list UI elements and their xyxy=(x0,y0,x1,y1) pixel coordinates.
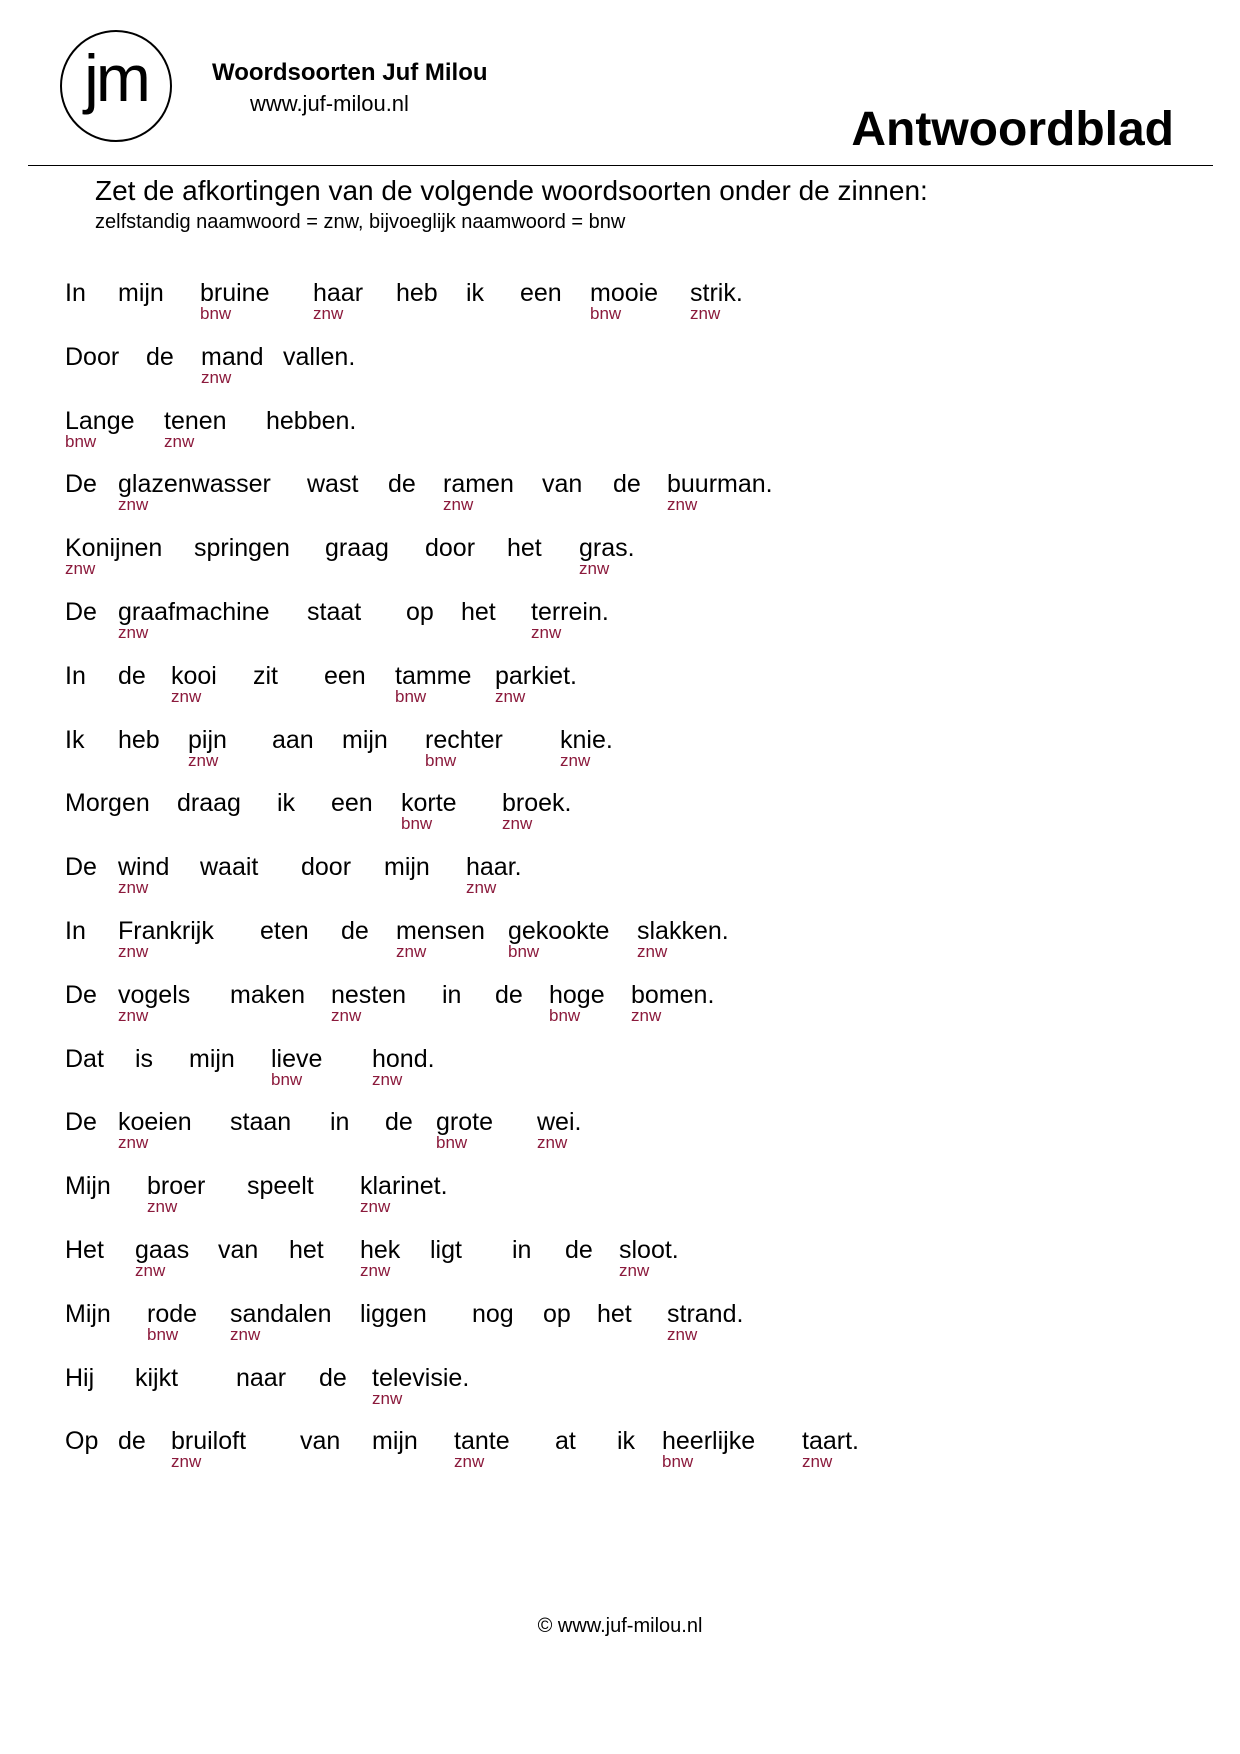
sentence-word: de xyxy=(118,1427,146,1456)
sentence-word: Ik xyxy=(65,725,85,754)
site-title: Woordsoorten Juf Milou xyxy=(212,59,488,86)
word-class-tag: znw xyxy=(171,1452,202,1472)
sentence-word: heb xyxy=(118,725,160,754)
sentence-word: Door xyxy=(65,342,120,371)
word-class-tag: znw xyxy=(118,942,149,961)
word-class-tag: znw xyxy=(667,1324,698,1344)
site-url: www.juf-milou.nl xyxy=(250,91,409,116)
sentence-word: televisie. xyxy=(372,1363,470,1392)
sentence-word: de xyxy=(118,661,146,690)
sentence-word: speelt xyxy=(247,1172,314,1201)
sentence-word: draag xyxy=(177,789,241,818)
sentence-word: een xyxy=(520,279,562,307)
sentence-word: nesten xyxy=(331,980,407,1009)
sentence-word: de xyxy=(388,470,416,499)
sentence-word: hoge xyxy=(549,980,605,1009)
word-class-tag: bnw xyxy=(65,431,97,451)
sentence-word: haar. xyxy=(466,853,522,882)
sentence-word: parkiet. xyxy=(495,661,577,690)
word-class-tag: znw xyxy=(631,1005,662,1025)
sentence-word: de xyxy=(319,1363,347,1392)
sentence-word: sloot. xyxy=(619,1236,679,1264)
word-class-tag: znw xyxy=(560,750,591,770)
sentence-word: ligt xyxy=(430,1236,462,1264)
sentence-word: bruine xyxy=(200,279,270,307)
word-class-tag: znw xyxy=(118,623,149,642)
sentence-word: In xyxy=(65,917,86,945)
word-class-tag: znw xyxy=(667,495,698,515)
sentence-word: broer xyxy=(147,1172,206,1201)
word-class-tag: znw xyxy=(495,686,526,706)
sentence-word: mijn xyxy=(342,725,388,754)
sentence-word: mand xyxy=(201,342,264,371)
sentence-word: Frankrijk xyxy=(118,917,214,945)
sentence-word: Lange xyxy=(65,406,135,435)
sentence-word: het xyxy=(461,598,496,626)
word-class-tag: bnw xyxy=(147,1324,179,1344)
sentence-word: de xyxy=(495,980,523,1009)
sentence-word: De xyxy=(65,470,97,499)
sentence-word: heerlijke xyxy=(662,1427,756,1456)
sentence-word: haar xyxy=(313,279,364,307)
word-class-tag: znw xyxy=(118,878,149,898)
word-class-tag: znw xyxy=(466,878,497,898)
word-class-tag: znw xyxy=(802,1452,833,1472)
sentence-word: Mijn xyxy=(65,1299,111,1328)
word-class-tag: znw xyxy=(360,1261,391,1280)
word-class-tag: znw xyxy=(637,942,668,961)
sentence-word: aan xyxy=(272,725,314,754)
sentence-word: gekookte xyxy=(508,917,610,945)
sentence-word: Op xyxy=(65,1427,99,1456)
sentence-word: vogels xyxy=(118,980,191,1009)
word-class-tag: znw xyxy=(118,495,149,515)
word-class-tag: znw xyxy=(396,942,427,961)
sentence-word: tenen xyxy=(164,406,227,435)
sentence-word: door xyxy=(425,534,476,563)
sentence-word: staan xyxy=(230,1108,292,1137)
word-class-tag: znw xyxy=(502,814,533,834)
word-class-tag: znw xyxy=(171,686,202,706)
word-class-tag: znw xyxy=(188,750,219,770)
instruction-text: Zet de afkortingen van de volgende woordsoorten onder de zinnen: xyxy=(95,175,928,206)
sentence-word: mijn xyxy=(189,1044,235,1073)
sentence-word: wast xyxy=(307,470,359,499)
sentence-word: hek xyxy=(360,1236,401,1264)
sentence-word: knie. xyxy=(560,725,613,754)
word-class-tag: znw xyxy=(443,495,474,515)
sentence-word: mooie xyxy=(590,279,659,307)
word-class-tag: znw xyxy=(360,1197,391,1217)
sentence-word: nog xyxy=(472,1299,514,1328)
sentence-word: koeien xyxy=(118,1108,192,1137)
word-class-tag: bnw xyxy=(401,814,433,834)
word-class-tag: znw xyxy=(690,304,721,323)
sentence-word: rode xyxy=(147,1299,198,1328)
sentence-word: De xyxy=(65,853,97,882)
sentence-word: staat xyxy=(307,598,362,626)
sentence-word: in xyxy=(330,1108,350,1137)
sentence-word: in xyxy=(442,980,462,1009)
sentence-word: heb xyxy=(396,279,438,307)
word-class-tag: znw xyxy=(372,1069,403,1089)
word-class-tag: znw xyxy=(579,559,610,579)
sentence-word: In xyxy=(65,661,86,690)
word-class-tag: znw xyxy=(118,1133,149,1153)
sentence-word: taart. xyxy=(802,1427,859,1456)
sentence-word: tamme xyxy=(395,661,472,690)
sentence-word: de xyxy=(385,1108,413,1137)
sentence-word: ik xyxy=(617,1427,636,1456)
word-class-tag: bnw xyxy=(590,304,622,323)
sentence-word: De xyxy=(65,598,97,626)
sentence-word: tante xyxy=(454,1427,510,1456)
sentence-word: in xyxy=(512,1236,532,1264)
sentence-word: buurman. xyxy=(667,470,773,499)
sentence-word: een xyxy=(324,661,366,690)
sentence-word: klarinet. xyxy=(360,1172,448,1201)
sentence-word: op xyxy=(543,1299,571,1328)
sentence-word: kijkt xyxy=(135,1363,179,1392)
logo-monogram: jm xyxy=(84,41,148,115)
sentence-word: Mijn xyxy=(65,1172,111,1201)
sentence-word: grote xyxy=(436,1108,493,1137)
word-class-tag: znw xyxy=(118,1005,149,1025)
sentence-word: van xyxy=(542,470,583,499)
sentence-word: lieve xyxy=(271,1044,323,1073)
sentence-word: Het xyxy=(65,1236,104,1264)
word-class-tag: znw xyxy=(135,1261,166,1280)
sentence-word: Hij xyxy=(65,1363,95,1392)
word-class-tag: znw xyxy=(372,1388,403,1408)
word-class-tag: bnw xyxy=(395,686,427,706)
sentence-word: springen xyxy=(194,534,290,563)
sentence-word: Morgen xyxy=(65,789,150,818)
word-class-tag: bnw xyxy=(508,942,540,961)
sentence-word: mensen xyxy=(396,917,485,945)
sentence-word: de xyxy=(341,917,369,945)
sentence-word: hebben. xyxy=(266,406,357,435)
sentence-word: De xyxy=(65,980,97,1009)
sentence-word: graafmachine xyxy=(118,598,270,626)
word-class-tag: znw xyxy=(531,623,562,642)
word-class-tag: znw xyxy=(65,559,96,579)
sentence-word: In xyxy=(65,279,86,307)
sentence-word: de xyxy=(146,342,174,371)
word-class-tag: bnw xyxy=(549,1005,581,1025)
sentence-word: pijn xyxy=(188,725,227,754)
sentence-word: op xyxy=(406,598,434,626)
sentence-word: sandalen xyxy=(230,1299,332,1328)
word-class-tag: znw xyxy=(313,304,344,323)
sentence-word: strik. xyxy=(690,279,743,307)
sentence-word: liggen xyxy=(360,1299,427,1328)
sentence-word: wind xyxy=(118,853,170,882)
sentence-word: Konijnen xyxy=(65,534,163,563)
sentence-word: bruiloft xyxy=(171,1427,247,1456)
sentence-word: bomen. xyxy=(631,980,715,1009)
sentence-word: mijn xyxy=(384,853,430,882)
sentence-word: strand. xyxy=(667,1299,744,1328)
sentence-word: van xyxy=(300,1427,341,1456)
sentence-word: waait xyxy=(200,853,259,882)
sentence-word: een xyxy=(331,789,373,818)
sentence-word: slakken. xyxy=(637,917,729,945)
sentence-word: gaas xyxy=(135,1236,190,1264)
sentence-word: mijn xyxy=(118,279,164,307)
sentence-word: ramen xyxy=(443,470,514,499)
sentence-word: broek. xyxy=(502,789,572,818)
sentence-word: ik xyxy=(277,789,296,818)
sentence-word: vallen. xyxy=(283,342,356,371)
legend-text: zelfstandig naamwoord = znw, bijvoeglijk naamwoord = bnw xyxy=(95,211,626,233)
sentence-word: korte xyxy=(401,789,457,818)
sentence-word: De xyxy=(65,1108,97,1137)
word-class-tag: bnw xyxy=(436,1133,468,1153)
sentence-word: door xyxy=(301,853,352,882)
sentence-word: de xyxy=(613,470,641,499)
word-class-tag: znw xyxy=(230,1324,261,1344)
page-title: Antwoordblad xyxy=(851,103,1174,156)
sentence-word: naar xyxy=(236,1363,287,1392)
sentence-word: gras. xyxy=(579,534,635,563)
sentence-word: het xyxy=(507,534,542,563)
sentence-word: van xyxy=(218,1236,259,1264)
sentence-word: wei. xyxy=(537,1108,582,1137)
word-class-tag: bnw xyxy=(271,1069,303,1089)
sentence-word: het xyxy=(289,1236,324,1264)
sentence-word: maken xyxy=(230,980,306,1009)
word-class-tag: bnw xyxy=(425,750,457,770)
word-class-tag: bnw xyxy=(200,304,232,323)
sentence-word: hond. xyxy=(372,1044,435,1073)
sentence-word: at xyxy=(555,1427,576,1456)
sentence-word: de xyxy=(565,1236,593,1264)
word-class-tag: znw xyxy=(537,1133,568,1153)
sentence-word: zit xyxy=(253,661,278,690)
word-class-tag: znw xyxy=(331,1005,362,1025)
sentence-word: mijn xyxy=(372,1427,418,1456)
word-class-tag: znw xyxy=(201,367,232,387)
sentence-word: het xyxy=(597,1299,632,1328)
sentence-word: rechter xyxy=(425,725,503,754)
sentence-word: terrein. xyxy=(531,598,609,626)
sentence-word: kooi xyxy=(171,661,217,690)
sentence-word: graag xyxy=(325,534,389,563)
word-class-tag: znw xyxy=(164,431,195,451)
footer-copyright: © www.juf-milou.nl xyxy=(537,1615,703,1637)
word-class-tag: znw xyxy=(147,1197,178,1217)
sentence-word: glazenwasser xyxy=(118,470,271,499)
word-class-tag: znw xyxy=(454,1452,485,1472)
sentence-word: Dat xyxy=(65,1044,104,1073)
word-class-tag: bnw xyxy=(662,1452,694,1472)
sentence-word: is xyxy=(135,1044,154,1073)
word-class-tag: znw xyxy=(619,1261,650,1280)
sentence-word: eten xyxy=(260,917,309,945)
sentence-word: ik xyxy=(466,279,485,307)
